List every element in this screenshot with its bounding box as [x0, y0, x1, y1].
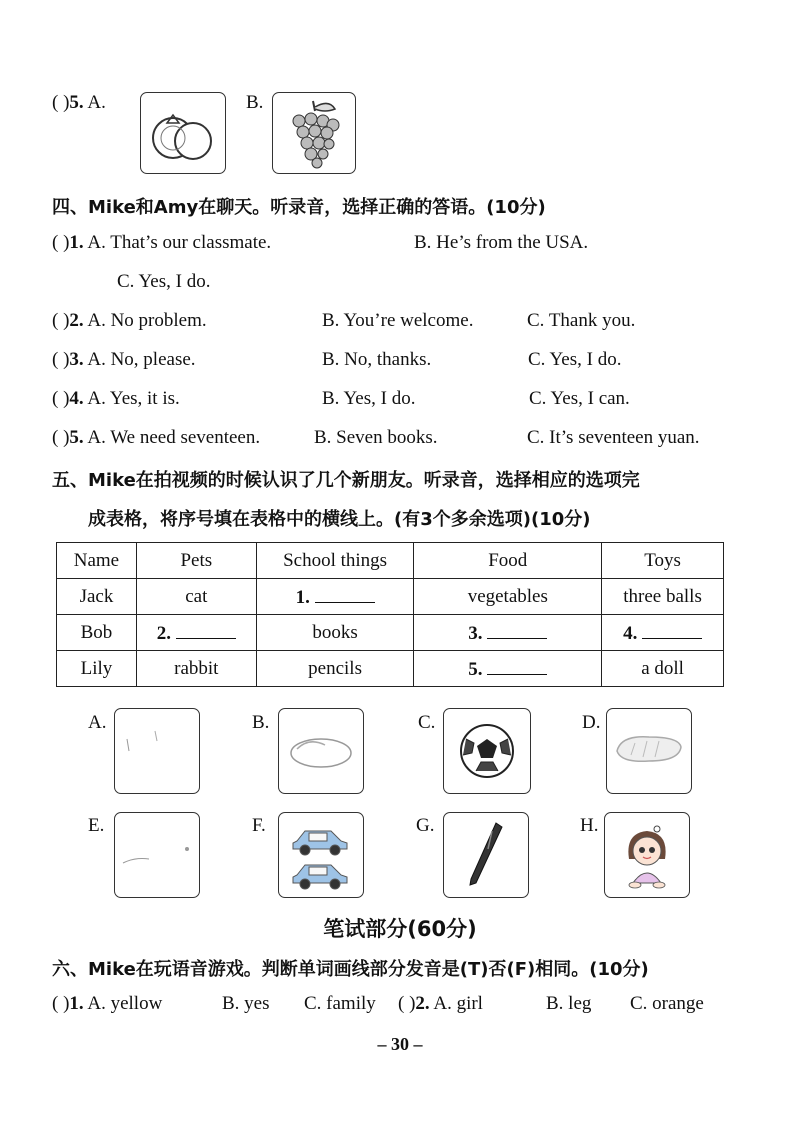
cell-pets: cat — [136, 579, 256, 615]
option-b: B. Seven books. — [314, 427, 438, 448]
header-food: Food — [414, 543, 602, 579]
section6-title: 六、Mike在玩语音游戏。判断单词画线部分发音是(T)否(F)相同。(10分) — [52, 959, 649, 980]
answer-blank[interactable] — [176, 620, 236, 639]
s6-item2 — [398, 993, 483, 1015]
option-a: A. yellow — [87, 993, 163, 1014]
blank-number: 4. — [623, 623, 638, 644]
blank-number: 2. — [156, 623, 172, 644]
cell-toys: a doll — [602, 651, 724, 687]
cell-food: vegetables — [414, 579, 602, 615]
option-picture-a[interactable] — [114, 708, 200, 794]
blank-sketch-icon — [115, 709, 199, 793]
option-a: A. Yes, it is. — [87, 388, 180, 409]
s6-item1 — [52, 993, 162, 1015]
answer-paren[interactable]: ( ) — [52, 92, 70, 113]
option-b-picture[interactable] — [272, 92, 356, 174]
option-label: B. — [252, 712, 270, 733]
option-c: C. Yes, I do. — [117, 271, 211, 292]
option-a: A. That’s our classmate. — [87, 232, 272, 253]
question-number: 2. — [415, 993, 430, 1014]
oranges-icon — [141, 93, 225, 173]
option-b-label: B. — [246, 92, 264, 113]
answer-paren[interactable]: ( ) — [52, 349, 70, 370]
option-a-picture[interactable] — [140, 92, 226, 174]
grapes-icon — [273, 93, 355, 173]
s4-item5 — [52, 427, 260, 449]
blank-number: 5. — [468, 659, 483, 680]
header-pets: Pets — [136, 543, 256, 579]
cell-pets: rabbit — [136, 651, 256, 687]
option-a: A. No problem. — [87, 310, 207, 331]
table-header-row — [57, 543, 724, 579]
option-a: A. We need seventeen. — [87, 427, 261, 448]
option-label: G. — [416, 815, 435, 836]
cell-name: Bob — [57, 615, 137, 651]
option-a: A. girl — [433, 993, 483, 1014]
section4-title: 四、Mike和Amy在聊天。听录音，选择正确的答语。(10分) — [52, 197, 546, 218]
header-name: Name — [57, 543, 137, 579]
answer-blank[interactable] — [642, 620, 702, 639]
answer-paren[interactable]: ( ) — [52, 427, 70, 448]
cell-toys[interactable] — [602, 615, 724, 651]
option-picture-d[interactable] — [606, 708, 692, 794]
question-number: 4. — [69, 388, 84, 409]
option-label: C. — [418, 712, 436, 733]
option-picture-h[interactable] — [604, 812, 690, 898]
option-c: C. Yes, I can. — [529, 388, 630, 409]
bread-icon — [607, 709, 691, 793]
option-b: B. You’re welcome. — [322, 310, 474, 331]
faint-sketch-icon — [115, 813, 199, 897]
option-label: E. — [88, 815, 105, 836]
question-number: 1. — [69, 232, 84, 253]
option-label: F. — [252, 815, 266, 836]
bowl-icon — [279, 709, 363, 793]
doll-icon — [605, 813, 689, 897]
question-number: 5. — [69, 92, 84, 113]
option-a: A. No, please. — [87, 349, 196, 370]
option-label: D. — [582, 712, 601, 733]
football-icon — [444, 709, 530, 793]
option-picture-c[interactable] — [443, 708, 531, 794]
cell-name: Jack — [57, 579, 137, 615]
option-picture-e[interactable] — [114, 812, 200, 898]
question-number: 1. — [69, 993, 84, 1014]
option-c: C. orange — [630, 993, 704, 1014]
toy-cars-icon — [279, 813, 363, 897]
answer-paren[interactable]: ( ) — [398, 993, 416, 1014]
s4-item2 — [52, 310, 207, 332]
question-number: 2. — [69, 310, 84, 331]
option-b: B. leg — [546, 993, 592, 1014]
cell-food[interactable] — [414, 615, 602, 651]
section5-title-line1: 五、Mike在拍视频的时候认识了几个新朋友。听录音，选择相应的选项完 — [52, 470, 640, 491]
option-label: H. — [580, 815, 599, 836]
answer-blank[interactable] — [487, 620, 547, 639]
blank-number: 3. — [468, 623, 483, 644]
option-label: A. — [88, 712, 107, 733]
pen-icon — [444, 813, 528, 897]
table-row — [57, 651, 724, 687]
s4-item1 — [52, 232, 271, 254]
option-picture-f[interactable] — [278, 812, 364, 898]
cell-toys: three balls — [602, 579, 724, 615]
cell-food[interactable] — [414, 651, 602, 687]
s4-item4 — [52, 388, 180, 410]
answer-table — [56, 542, 724, 687]
cell-pets[interactable] — [136, 615, 256, 651]
question-number: 3. — [69, 349, 84, 370]
answer-paren[interactable]: ( ) — [52, 388, 70, 409]
cell-school: books — [256, 615, 414, 651]
page-number: – 30 – — [377, 1034, 423, 1054]
option-c: C. It’s seventeen yuan. — [527, 427, 700, 448]
cell-name: Lily — [57, 651, 137, 687]
answer-paren[interactable]: ( ) — [52, 993, 70, 1014]
option-c: C. family — [304, 993, 376, 1014]
option-b: B. yes — [222, 993, 270, 1014]
header-toys: Toys — [602, 543, 724, 579]
section5-title-line2: 成表格，将序号填在表格中的横线上。(有3个多余选项)(10分) — [88, 509, 591, 530]
option-c: C. Yes, I do. — [528, 349, 622, 370]
answer-paren[interactable]: ( ) — [52, 310, 70, 331]
question-number: 5. — [69, 427, 84, 448]
answer-blank[interactable] — [487, 656, 547, 675]
option-picture-b[interactable] — [278, 708, 364, 794]
blank-number: 1. — [295, 587, 310, 608]
cell-school[interactable] — [256, 579, 414, 615]
header-school-things: School things — [256, 543, 414, 579]
option-picture-g[interactable] — [443, 812, 529, 898]
table-row — [57, 579, 724, 615]
written-part-title: 笔试部分(60分) — [323, 917, 477, 941]
option-c: C. Thank you. — [527, 310, 636, 331]
cell-school: pencils — [256, 651, 414, 687]
table-row — [57, 615, 724, 651]
q5-row — [52, 92, 106, 114]
option-b: B. No, thanks. — [322, 349, 432, 370]
s4-item3 — [52, 349, 196, 371]
answer-blank[interactable] — [315, 584, 375, 603]
option-b: B. He’s from the USA. — [414, 232, 589, 253]
answer-paren[interactable]: ( ) — [52, 232, 70, 253]
option-b: B. Yes, I do. — [322, 388, 416, 409]
option-a-label: A. — [87, 92, 106, 113]
